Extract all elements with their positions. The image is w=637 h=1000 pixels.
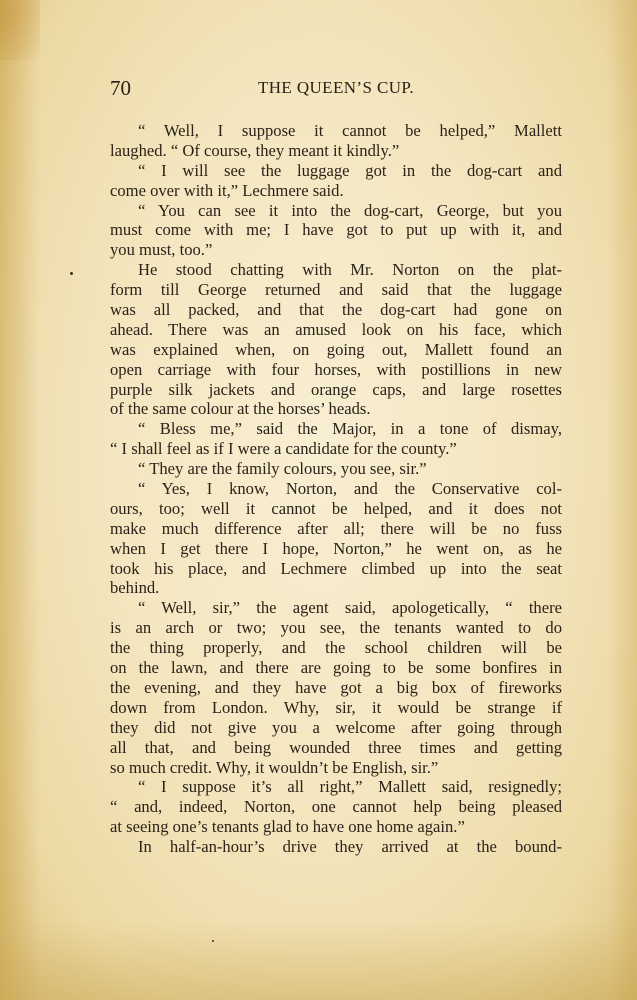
page-stain-bottom bbox=[0, 920, 637, 1000]
text-line: of the same colour at the horses’ heads. bbox=[110, 399, 371, 419]
text-line: come over with it,” Lechmere said. bbox=[110, 180, 344, 200]
text-line: In half-an-hour’s drive they arrived at the bound- bbox=[138, 837, 562, 857]
text-line: took his place, and Lechmere climbed up into the seat bbox=[110, 558, 562, 578]
text-line: open carriage with four horses, with postillions in new bbox=[110, 359, 562, 379]
text-line: was explained when, on going out, Mallett found an bbox=[110, 339, 562, 359]
text-line: was all packed, and that the dog-cart had gone on bbox=[110, 300, 562, 320]
text-line: make much difference after all; there will be no fuss bbox=[110, 518, 562, 538]
paper-speck bbox=[212, 940, 214, 942]
text-line: ahead. There was an amused look on his face, which bbox=[110, 319, 562, 339]
text-line: “ and, indeed, Norton, one cannot help being pleased bbox=[110, 797, 562, 817]
page-number: 70 bbox=[110, 76, 131, 100]
text-line: “ Well, I suppose it cannot be helped,” Mallett bbox=[138, 121, 562, 140]
text-line: when I get there I hope, Norton,” he went on, as he bbox=[110, 538, 562, 558]
text-line: must come with me; I have got to put up with it, and bbox=[110, 220, 562, 240]
body-text bbox=[110, 121, 562, 857]
text-line: is an arch or two; you see, the tenants wanted to do bbox=[110, 618, 562, 638]
text-line: “ I suppose it’s all right,” Mallett said, resignedly; bbox=[138, 777, 562, 797]
text-line: they did not give you a welcome after going through bbox=[110, 717, 562, 737]
text-line: “ Bless me,” said the Major, in a tone of dismay, bbox=[138, 419, 562, 439]
text-line: so much credit. Why, it wouldn’t be English, sir.” bbox=[110, 757, 439, 777]
text-line: “ You can see it into the dog-cart, George, but you bbox=[138, 200, 562, 220]
text-line: “ They are the family colours, you see, sir.” bbox=[138, 459, 427, 479]
text-line: on the lawn, and there are going to be some bonfires in bbox=[110, 658, 562, 678]
text-line: “ I will see the luggage got in the dog-cart and bbox=[138, 160, 562, 180]
text-line: all that, and being wounded three times and getting bbox=[110, 737, 562, 757]
page-stain-corner bbox=[0, 0, 40, 60]
text-line: the thing properly, and the school children will be bbox=[110, 638, 562, 658]
text-line: behind. bbox=[110, 578, 160, 598]
page-header bbox=[110, 75, 562, 101]
text-line: you must, too.” bbox=[110, 240, 213, 260]
running-head: THE QUEEN’S CUP. bbox=[257, 78, 415, 97]
text-line: “ I shall feel as if I were a candidate for the county.” bbox=[110, 439, 457, 459]
text-line: the evening, and they have got a big box of fireworks bbox=[110, 677, 562, 697]
text-line: “ Well, sir,” the agent said, apologetically, “ there bbox=[138, 598, 562, 618]
text-line: down from London. Why, sir, it would be strange if bbox=[110, 697, 562, 717]
text-line: He stood chatting with Mr. Norton on the plat- bbox=[138, 260, 562, 280]
page-stain-right bbox=[607, 0, 637, 1000]
text-line: purple silk jackets and orange caps, and large rosettes bbox=[110, 379, 562, 399]
text-line: at seeing one’s tenants glad to have one home again.” bbox=[110, 817, 465, 837]
text-line: ours, too; well it cannot be helped, and it does not bbox=[110, 498, 562, 518]
text-line: laughed. “ Of course, they meant it kindly.” bbox=[110, 140, 400, 160]
paper-speck bbox=[70, 272, 73, 275]
page-stain-left bbox=[0, 0, 40, 1000]
text-line: “ Yes, I know, Norton, and the Conservative col- bbox=[138, 479, 562, 499]
text-line: form till George returned and said that the luggage bbox=[110, 280, 562, 300]
